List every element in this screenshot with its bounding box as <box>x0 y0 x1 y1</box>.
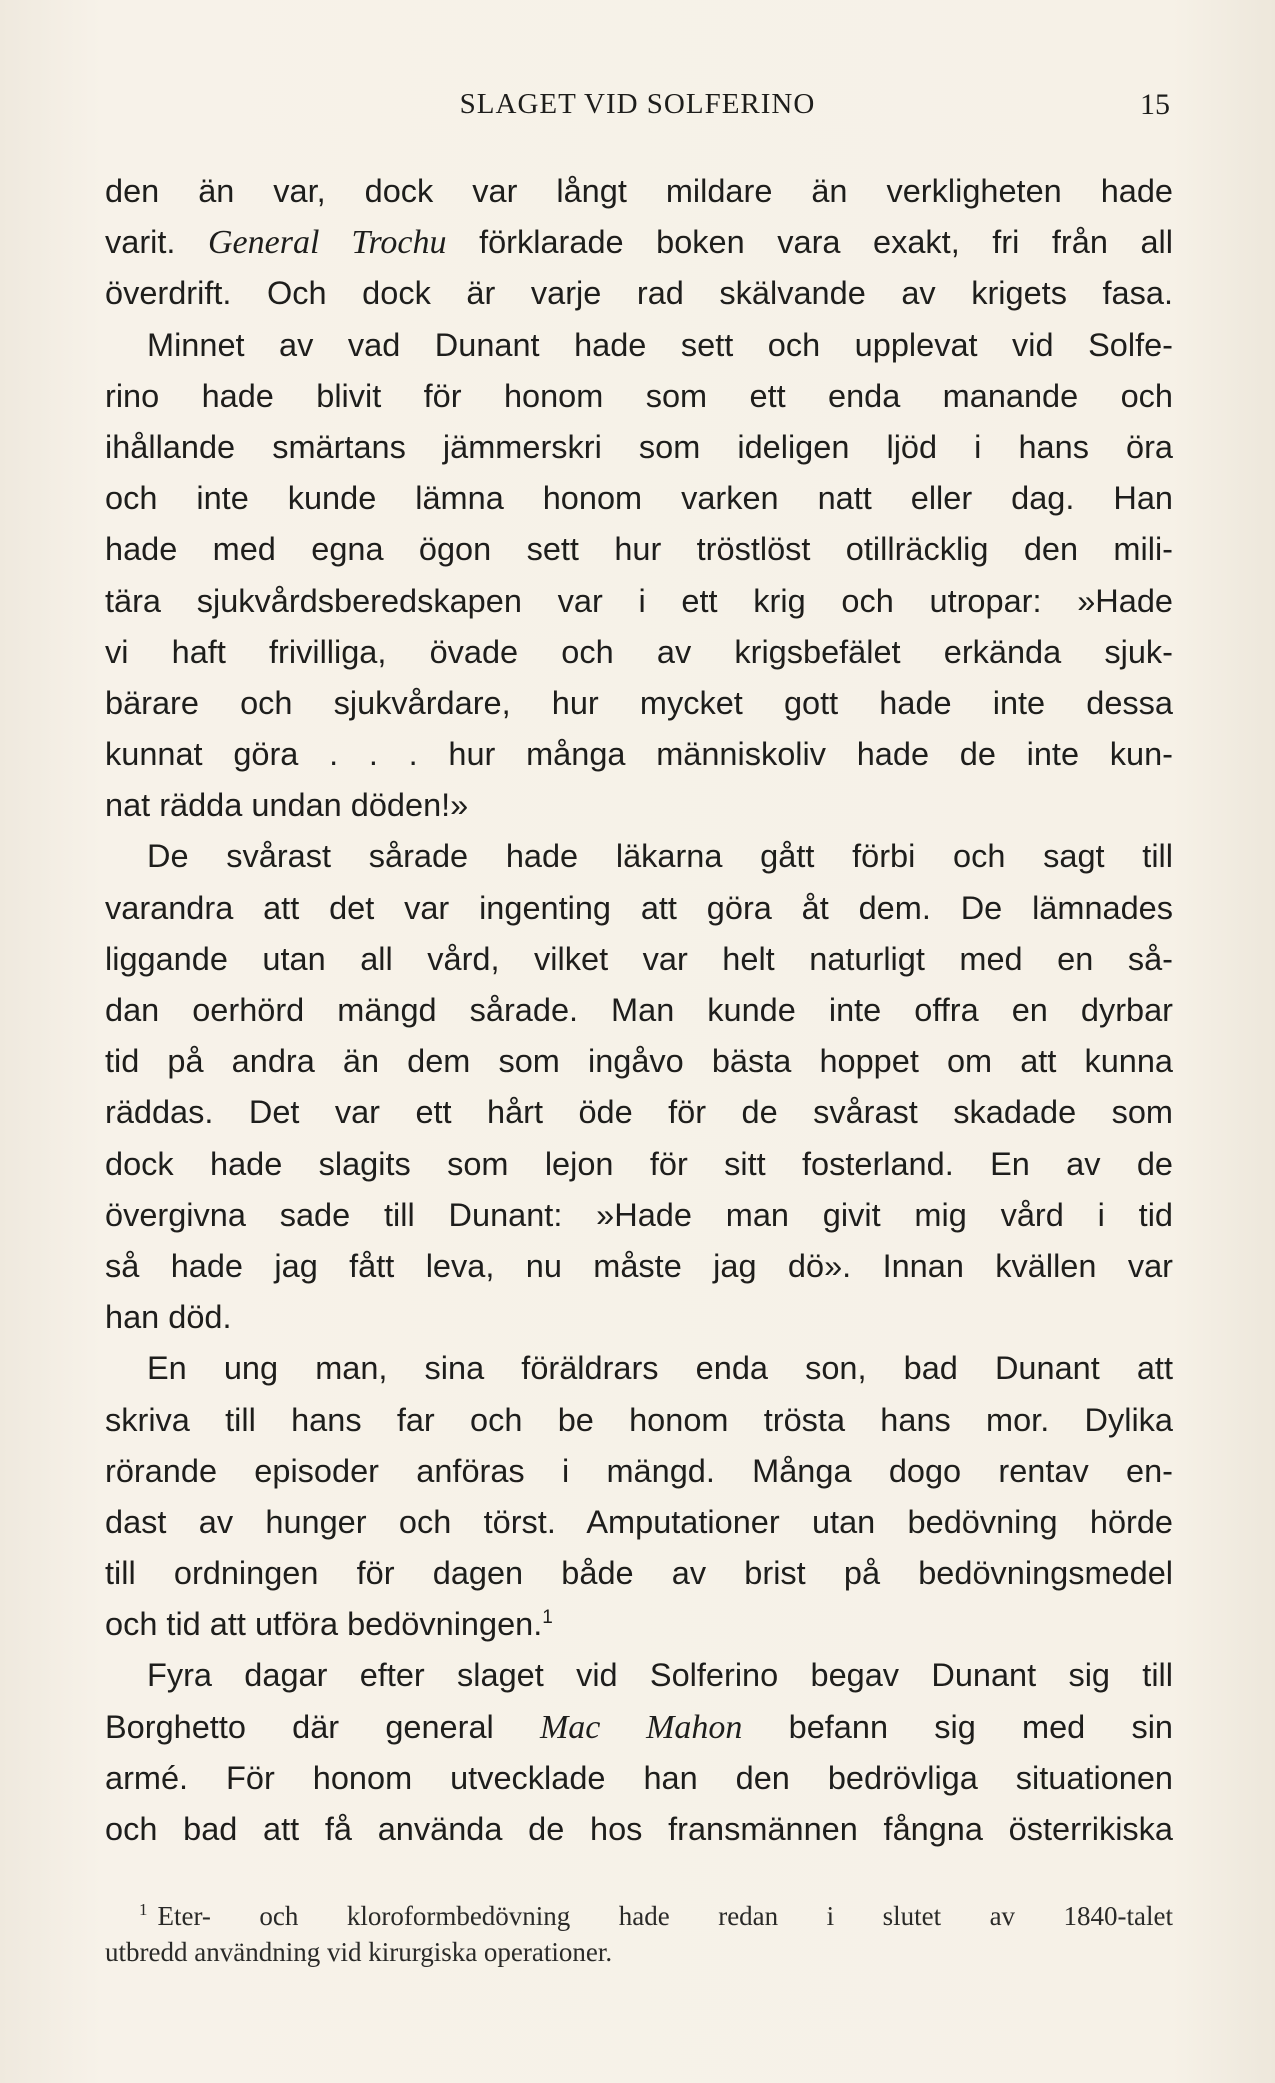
text-line: kunnat göra . . . hur många människoliv hade de inte kun- <box>105 736 1173 773</box>
text-line: hade med egna ögon sett hur tröstlöst otillräcklig den mili- <box>105 531 1173 568</box>
text-line: varandra att det var ingenting att göra åt dem. De lämnades <box>105 889 1173 926</box>
text-line: och inte kunde lämna honom varken natt eller dag. Han <box>105 480 1173 517</box>
italic-name: General Trochu <box>207 224 447 262</box>
text-line <box>105 217 1173 268</box>
running-head: SLAGET VID SOLFERINO <box>459 88 816 120</box>
text-line: överdrift. Och dock är varje rad skälvande av krigets fasa. <box>105 275 1173 312</box>
text-line: liggande utan all vård, vilket var helt naturligt med en så- <box>105 940 1173 977</box>
text-line: till ordningen för dagen både av brist på bedövningsmedel <box>105 1555 1173 1592</box>
footnote-text: Eter- och kloroformbedövning hade redan i slutet av 1840-talet <box>157 1901 1173 1931</box>
footnote-reference: 1 <box>542 1607 553 1629</box>
page-number: 15 <box>1140 88 1170 121</box>
page-header <box>105 88 1170 128</box>
footnote-line <box>105 1898 1173 1934</box>
text-line: bärare och sjukvårdare, hur mycket gott hade inte dessa <box>105 684 1173 721</box>
paragraph-start-line: En ung man, sina föräldrars enda son, bad Dunant att <box>147 1350 1173 1387</box>
text-line: övergivna sade till Dunant: »Hade man givit mig vård i tid <box>105 1196 1173 1233</box>
text-line: nat rädda undan döden!» <box>105 787 469 824</box>
text-span: befann sig med sin <box>742 1708 1173 1745</box>
paragraph-start-line: Fyra dagar efter slaget vid Solferino begav Dunant sig till <box>147 1657 1173 1694</box>
text-line: dock hade slagits som lejon för sitt fosterland. En av de <box>105 1145 1173 1182</box>
text-line: och bad att få använda de hos fransmännen fångna österrikiska <box>105 1811 1173 1847</box>
footnote-mark: 1 <box>139 1900 148 1919</box>
italic-name: Mac Mahon <box>539 1708 743 1746</box>
text-line: vi haft frivilliga, övade och av krigsbefälet erkända sjuk- <box>105 633 1173 670</box>
text-line: han död. <box>105 1299 232 1336</box>
text-line <box>105 1702 1173 1753</box>
text-span: och tid att utföra bedövningen. <box>105 1606 543 1643</box>
text-line: den än var, dock var långt mildare än verkligheten hade <box>105 173 1173 209</box>
text-line: tära sjukvårdsberedskapen var i ett krig och utropar: »Hade <box>105 582 1173 619</box>
text-span: varit. <box>105 224 208 261</box>
body-text <box>105 166 1173 1855</box>
footnote <box>105 1898 1173 1970</box>
footnote-line: utbredd användning vid kirurgiska operationer. <box>105 1937 613 1967</box>
text-line: dast av hunger och törst. Amputationer utan bedövning hörde <box>105 1503 1173 1540</box>
text-line: armé. För honom utvecklade han den bedrövliga situationen <box>105 1759 1173 1796</box>
text-line: tid på andra än dem som ingåvo bästa hoppet om att kunna <box>105 1043 1173 1080</box>
text-line: skriva till hans far och be honom trösta hans mor. Dylika <box>105 1401 1173 1438</box>
text-line: räddas. Det var ett hårt öde för de svårast skadade som <box>105 1094 1173 1131</box>
text-line <box>105 1599 1173 1650</box>
paragraph-start-line: Minnet av vad Dunant hade sett och upplevat vid Solfe- <box>147 326 1173 363</box>
text-span: förklarade boken vara exakt, fri från all <box>446 224 1173 261</box>
text-line: ihållande smärtans jämmerskri som ideligen ljöd i hans öra <box>105 428 1173 465</box>
text-line: så hade jag fått leva, nu måste jag dö». Innan kvällen var <box>105 1247 1173 1284</box>
text-line: rörande episoder anföras i mängd. Många dogo rentav en- <box>105 1452 1173 1489</box>
text-span: Borghetto där general <box>105 1708 540 1745</box>
text-line: rino hade blivit för honom som ett enda manande och <box>105 377 1173 414</box>
text-line: dan oerhörd mängd sårade. Man kunde inte offra en dyrbar <box>105 992 1173 1028</box>
paragraph-start-line: De svårast sårade hade läkarna gått förbi och sagt till <box>147 838 1173 875</box>
